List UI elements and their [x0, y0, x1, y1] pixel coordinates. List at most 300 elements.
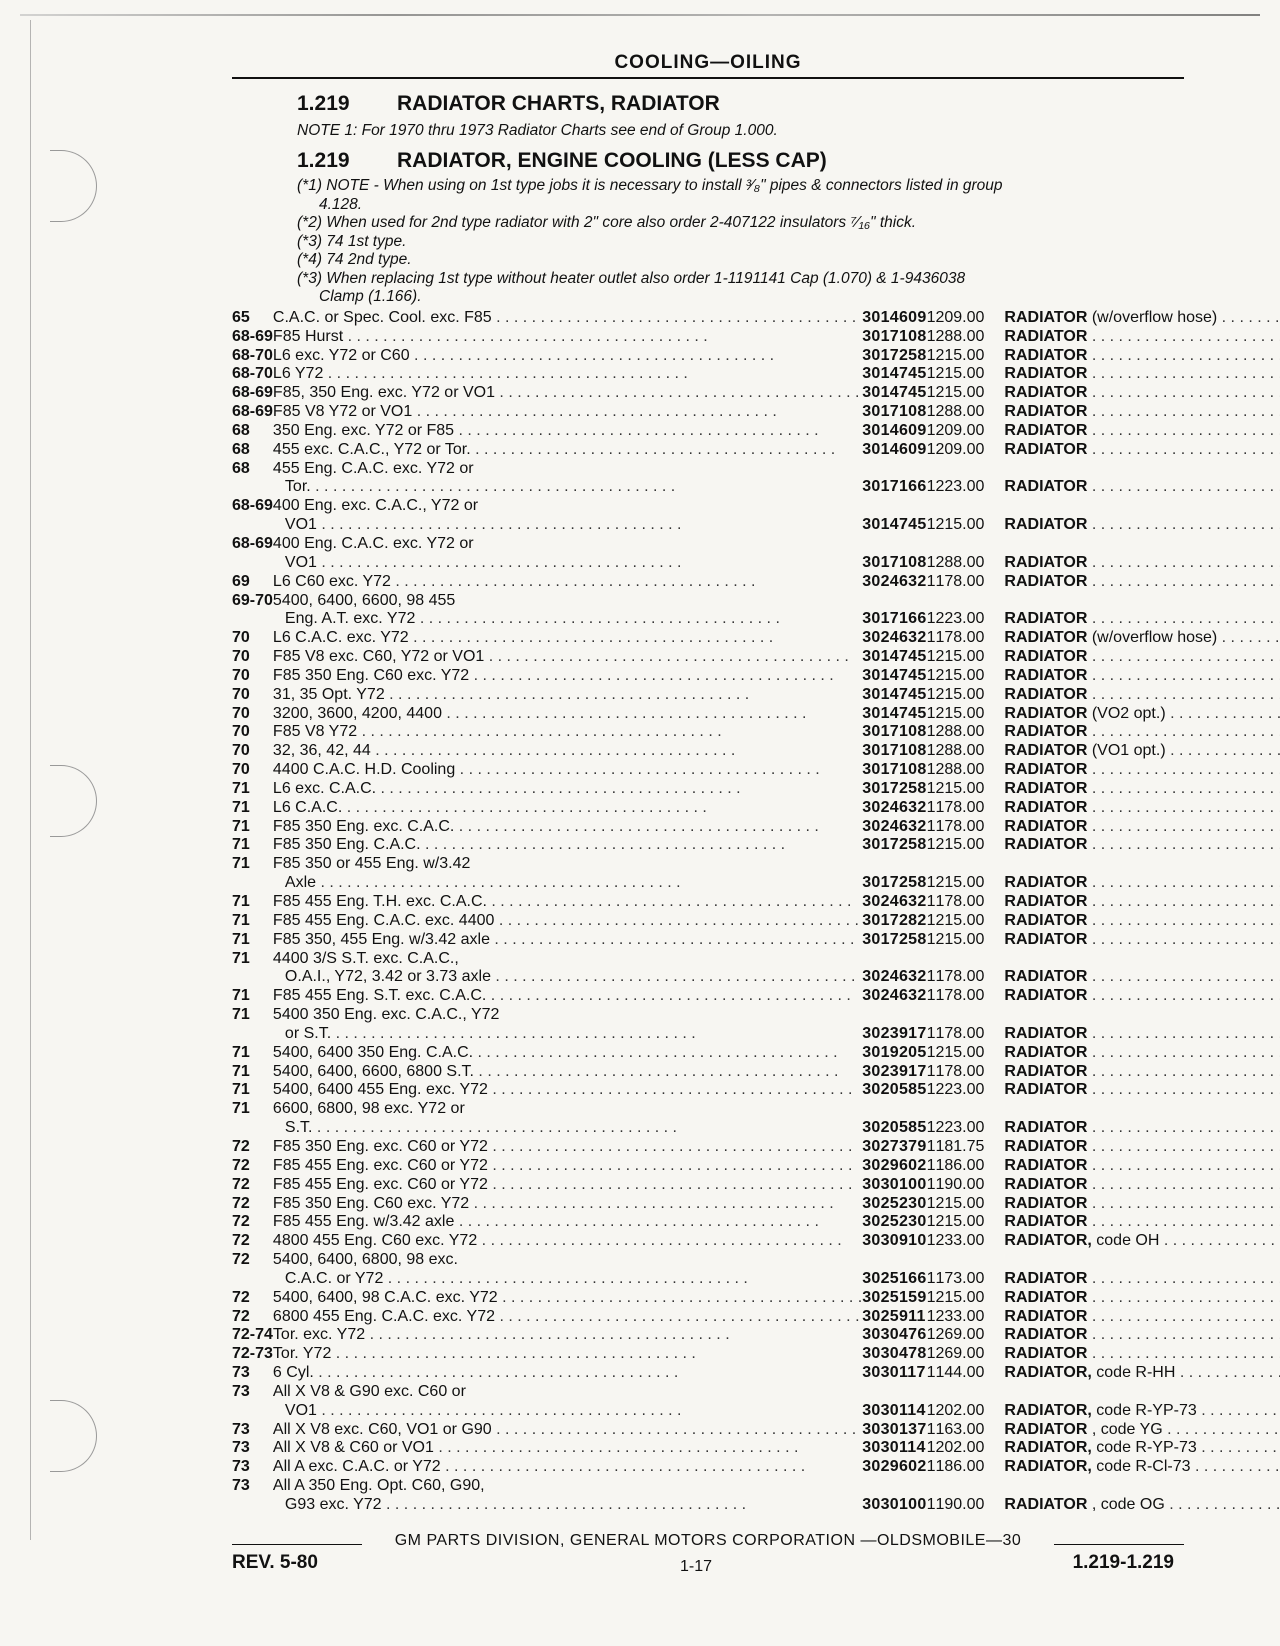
part-number: 3024632 — [862, 798, 927, 816]
application — [273, 553, 862, 572]
price — [935, 534, 1004, 553]
leader-dots — [488, 1176, 853, 1193]
description-suffix: code R-HH — [1091, 1364, 1176, 1382]
application-text: 400 Eng. C.A.C. exc. Y72 or — [272, 534, 474, 552]
leader-dots — [1087, 347, 1280, 364]
quantity: 1 — [926, 666, 936, 684]
model-year: 73 — [232, 1364, 250, 1382]
part-number: 3014745 — [862, 685, 927, 703]
description — [1004, 1420, 1280, 1439]
application-text: Axle — [284, 874, 317, 892]
description — [1004, 628, 1280, 647]
price: 178.00 — [935, 893, 985, 910]
application-text: F85 V8 Y72 — [272, 723, 358, 741]
application-text: F85 350, 455 Eng. w/3.42 axle — [272, 930, 490, 948]
leader-dots — [1087, 516, 1280, 533]
table-row — [232, 459, 1280, 478]
part-number — [862, 1476, 926, 1495]
title-radiator-engine-cooling — [297, 149, 827, 173]
model-year: 73 — [232, 1458, 250, 1476]
application — [273, 365, 862, 384]
description — [1004, 327, 1280, 346]
model-year: 72 — [232, 1137, 250, 1155]
price: 223.00 — [935, 1119, 985, 1137]
table-row — [232, 1231, 1280, 1250]
leader-dots — [391, 573, 756, 590]
description — [1004, 685, 1280, 704]
application-text: 5400, 6400, 6600, 98 455 — [272, 591, 456, 609]
description — [1004, 986, 1280, 1005]
price — [935, 1476, 1004, 1495]
price: 178.00 — [935, 629, 985, 647]
application-text: F85 350 Eng. exc. C.A.C. — [272, 817, 455, 835]
part-number: 3014745 — [862, 704, 927, 722]
description-name: RADIATOR — [1004, 723, 1088, 741]
quantity: 1 — [926, 648, 936, 666]
model-year: 70 — [232, 723, 250, 741]
description — [1004, 817, 1280, 836]
price: 178.00 — [935, 798, 985, 816]
application — [273, 854, 862, 873]
leader-dots — [331, 1025, 696, 1042]
description — [1004, 1382, 1280, 1401]
table-row — [232, 440, 1280, 459]
application — [273, 779, 862, 798]
part-number: 3014609 — [862, 421, 927, 439]
description-name: RADIATOR — [1004, 893, 1088, 910]
application — [273, 308, 862, 327]
application — [273, 496, 862, 515]
application-text: F85 455 Eng. C.A.C. exc. 4400 — [272, 911, 495, 929]
table-row — [232, 968, 1280, 987]
application-text: 5400, 6400 455 Eng. exc. Y72 — [272, 1081, 488, 1099]
part-number: 3024632 — [862, 893, 927, 910]
leader-dots — [1087, 478, 1280, 495]
quantity: 1 — [926, 1420, 936, 1438]
application — [273, 1288, 862, 1307]
leader-dots — [1087, 1195, 1280, 1212]
description — [1004, 1175, 1280, 1194]
quantity: 1 — [926, 1194, 936, 1212]
quantity: 1 — [926, 685, 936, 703]
leader-dots — [1087, 441, 1280, 458]
table-row — [232, 365, 1280, 384]
table-row — [232, 421, 1280, 440]
application — [273, 911, 862, 930]
description — [1004, 459, 1280, 478]
description-name: RADIATOR — [1004, 742, 1088, 760]
quantity — [927, 591, 936, 610]
price: 288.00 — [935, 403, 985, 421]
description-name: RADIATOR — [1004, 1307, 1088, 1325]
section-heading: COOLING—OILING — [614, 52, 802, 73]
quantity: 1 — [926, 610, 936, 628]
leader-dots — [1087, 818, 1280, 835]
description-name: RADIATOR, — [1004, 1364, 1092, 1382]
leader-dots — [1087, 1270, 1280, 1287]
quantity — [927, 1476, 936, 1495]
application-text: VO1 — [284, 516, 317, 534]
description-name: RADIATOR — [1004, 1213, 1088, 1231]
leader-dots — [1087, 1157, 1280, 1174]
table-row — [232, 327, 1280, 346]
table-row — [232, 779, 1280, 798]
leader-dots — [495, 1308, 860, 1325]
quantity: 1 — [926, 1439, 936, 1457]
leader-dots — [484, 648, 849, 665]
application-text: 455 Eng. C.A.C. exc. Y72 or — [272, 459, 474, 477]
leader-dots — [473, 1044, 838, 1061]
part-number: 3030476 — [862, 1326, 927, 1344]
description-name: RADIATOR — [1004, 572, 1088, 590]
price: 215.00 — [935, 516, 985, 534]
application-text: 4400 C.A.C. H.D. Cooling — [272, 761, 456, 779]
description — [1004, 308, 1280, 327]
model-year: 70 — [232, 666, 250, 684]
model-year — [232, 873, 273, 892]
description-suffix: code R-YP-73 — [1091, 1439, 1197, 1457]
table-row — [232, 591, 1280, 610]
price: 178.00 — [935, 1062, 985, 1080]
table-row — [232, 1288, 1280, 1307]
leader-dots — [492, 1421, 857, 1438]
model-year: 71 — [232, 893, 250, 910]
leader-dots — [488, 1157, 853, 1174]
part-number — [862, 1099, 926, 1118]
description-suffix: (w/overflow hose) — [1087, 308, 1218, 326]
application-text: F85 Hurst — [272, 327, 344, 345]
price — [935, 854, 1004, 873]
description-name: RADIATOR, — [1004, 1401, 1092, 1419]
application — [273, 478, 862, 497]
description — [1004, 572, 1280, 591]
part-number: 3030478 — [862, 1345, 927, 1363]
price: 215.00 — [935, 648, 985, 666]
price: 288.00 — [935, 742, 985, 760]
description — [1004, 440, 1280, 459]
price: 202.00 — [935, 1401, 985, 1419]
description-name: RADIATOR, — [1004, 1232, 1092, 1250]
application — [273, 327, 862, 346]
quantity: 1 — [926, 1232, 936, 1250]
part-number: 3019205 — [862, 1043, 927, 1061]
application-text: 4400 3/S S.T. exc. C.A.C., — [272, 949, 459, 967]
leader-dots — [491, 968, 856, 985]
table-row — [232, 553, 1280, 572]
table-row — [232, 1156, 1280, 1175]
leader-dots — [312, 1119, 677, 1136]
quantity: 1 — [926, 1043, 936, 1061]
description-name: RADIATOR — [1004, 817, 1088, 835]
footnote: (*2) When used for 2nd type radiator with 2" core also order 2-407122 insulators ⁷⁄₁₆" thick. — [297, 214, 917, 231]
description — [1004, 1194, 1280, 1213]
price: 288.00 — [935, 761, 985, 779]
model-year: 72 — [232, 1232, 250, 1250]
table-row — [232, 610, 1280, 629]
description — [1004, 911, 1280, 930]
description-name: RADIATOR — [1004, 610, 1088, 628]
part-number: 3030114 — [862, 1439, 926, 1457]
price: 209.00 — [935, 440, 985, 458]
application-text: All X V8 exc. C60, VO1 or G90 — [272, 1420, 492, 1438]
application — [273, 459, 862, 478]
part-number: 3030117 — [862, 1364, 926, 1382]
application-text: F85 350 or 455 Eng. w/3.42 — [272, 855, 471, 873]
description-suffix: , code OG — [1087, 1496, 1165, 1513]
footer-rule — [232, 1544, 362, 1545]
leader-dots — [1087, 365, 1280, 382]
application-text: 5400, 6400, 6600, 6800 S.T. — [272, 1062, 474, 1080]
part-number — [862, 854, 926, 873]
table-row — [232, 1420, 1280, 1439]
quantity: 1 — [926, 1213, 936, 1231]
price: 215.00 — [935, 1043, 985, 1061]
price — [935, 496, 1004, 515]
description — [1004, 515, 1280, 534]
description — [1004, 610, 1280, 629]
table-row — [232, 1175, 1280, 1194]
price: 288.00 — [935, 723, 985, 741]
price: 215.00 — [935, 779, 985, 797]
table-row — [232, 892, 1280, 911]
table-row — [232, 383, 1280, 402]
part-number: 3014745 — [862, 516, 927, 534]
quantity: 1 — [926, 1269, 936, 1287]
application-text: C.A.C. or Spec. Cool. exc. F85 — [272, 308, 492, 326]
table-row — [232, 1382, 1280, 1401]
table-row — [232, 1081, 1280, 1100]
description-name: RADIATOR — [1004, 1024, 1088, 1042]
quantity: 1 — [926, 421, 936, 439]
model-year: 70 — [232, 704, 250, 722]
model-year — [232, 478, 273, 497]
description-name: RADIATOR — [1004, 1269, 1088, 1287]
description — [1004, 1062, 1280, 1081]
table-row — [232, 402, 1280, 421]
model-year: 71 — [232, 1100, 250, 1118]
application — [273, 798, 862, 817]
quantity: 1 — [926, 1496, 936, 1513]
model-year — [232, 1401, 273, 1420]
leader-dots — [1087, 1063, 1280, 1080]
leader-dots — [1166, 742, 1280, 759]
leader-dots — [1087, 1176, 1280, 1193]
page-number: 1-17 — [680, 1558, 713, 1575]
quantity — [927, 854, 936, 873]
leader-dots — [1087, 1345, 1280, 1362]
price: 190.00 — [935, 1496, 985, 1513]
application-text: 5400, 6400, 98 C.A.C. exc. Y72 — [272, 1288, 498, 1306]
title-text: RADIATOR CHARTS, RADIATOR — [397, 92, 720, 115]
table-row — [232, 346, 1280, 365]
leader-dots — [1166, 705, 1280, 722]
application-text: C.A.C. or Y72 — [284, 1269, 384, 1287]
application — [273, 1250, 862, 1269]
application-text: All A exc. C.A.C. or Y72 — [272, 1458, 441, 1476]
application-text: F85 V8 Y72 or VO1 — [272, 403, 413, 421]
application — [273, 1175, 862, 1194]
part-number: 3017166 — [862, 478, 927, 496]
model-year: 65 — [232, 308, 250, 326]
application — [273, 1231, 862, 1250]
leader-dots — [1087, 874, 1280, 891]
table-row — [232, 1137, 1280, 1156]
price: 233.00 — [935, 1232, 985, 1250]
description-name: RADIATOR — [1004, 930, 1088, 948]
quantity: 1 — [926, 308, 936, 326]
price: 223.00 — [935, 478, 985, 496]
leader-dots — [331, 1345, 696, 1362]
application — [273, 873, 862, 892]
price: 186.00 — [935, 1156, 985, 1174]
footer-rule — [1054, 1544, 1184, 1545]
quantity: 1 — [926, 987, 936, 1005]
part-number: 3017258 — [862, 874, 927, 892]
application-text: 350 Eng. exc. Y72 or F85 — [272, 421, 455, 439]
application — [273, 1062, 862, 1081]
leader-dots — [311, 478, 676, 495]
model-year: 68-69 — [232, 384, 273, 402]
part-number — [862, 496, 926, 515]
model-year: 71 — [232, 779, 250, 797]
price: 269.00 — [935, 1326, 985, 1344]
part-number: 3014745 — [862, 666, 927, 684]
price: 209.00 — [935, 308, 985, 326]
quantity — [927, 1005, 936, 1024]
description — [1004, 1269, 1280, 1288]
leader-dots — [1217, 629, 1280, 646]
part-number: 3020585 — [862, 1119, 927, 1137]
application — [273, 628, 862, 647]
price: 215.00 — [935, 836, 985, 854]
description-name: RADIATOR — [1004, 308, 1088, 326]
leader-dots — [454, 1213, 819, 1230]
footer-division: GM PARTS DIVISION, GENERAL MOTORS CORPORATION —OLDSMOBILE—30 — [394, 1532, 1022, 1549]
quantity: 1 — [926, 403, 936, 421]
description-name: RADIATOR — [1004, 798, 1088, 816]
scan-edge — [20, 14, 1260, 16]
description-suffix: , code YG — [1087, 1420, 1163, 1438]
description — [1004, 798, 1280, 817]
table-row — [232, 1024, 1280, 1043]
price: 178.00 — [935, 968, 985, 986]
application-text: All A 350 Eng. Opt. C60, G90, — [272, 1477, 485, 1495]
description-name: RADIATOR — [1004, 836, 1088, 854]
price: 233.00 — [935, 1307, 985, 1325]
description — [1004, 1439, 1280, 1458]
table-row — [232, 704, 1280, 723]
leader-dots — [492, 309, 857, 326]
model-year: 72 — [232, 1194, 250, 1212]
model-year: 68-69 — [232, 327, 273, 345]
application-text: F85 V8 exc. C60, Y72 or VO1 — [272, 648, 485, 666]
price: 288.00 — [935, 327, 985, 345]
part-number: 3030100 — [862, 1496, 927, 1513]
application-text: L6 C.A.C. exc. Y72 — [272, 629, 409, 647]
price: 215.00 — [935, 911, 985, 929]
part-number: 3017258 — [862, 930, 927, 948]
part-number: 3014609 — [862, 308, 927, 326]
table-row — [232, 854, 1280, 873]
part-number: 3014745 — [862, 648, 927, 666]
price: 215.00 — [935, 930, 985, 948]
leader-dots — [343, 328, 708, 345]
description — [1004, 1495, 1280, 1514]
application — [273, 1326, 862, 1345]
part-number: 3017258 — [862, 779, 927, 797]
part-number: 3025230 — [862, 1194, 927, 1212]
part-number: 3017166 — [862, 610, 927, 628]
application — [273, 949, 862, 968]
application — [273, 1363, 862, 1382]
leader-dots — [1197, 1402, 1280, 1419]
model-year — [232, 1118, 273, 1137]
model-year — [232, 1495, 273, 1514]
model-year: 72 — [232, 1213, 250, 1231]
application-text: All X V8 & C60 or VO1 — [272, 1439, 434, 1457]
description — [1004, 591, 1280, 610]
description — [1004, 1401, 1280, 1420]
punch-hole — [50, 150, 97, 222]
price — [935, 1005, 1004, 1024]
description — [1004, 1344, 1280, 1363]
application — [273, 1495, 862, 1514]
footnote: (*3) When replacing 1st type without heater outlet also order 1-1191141 Cap (1.070) & 1-9436038 — [297, 269, 966, 287]
model-year: 73 — [232, 1477, 250, 1495]
application-text: Eng. A.T. exc. Y72 — [284, 610, 416, 628]
footer — [232, 1532, 1184, 1550]
model-year: 70 — [232, 742, 250, 760]
part-number: 3020585 — [862, 1081, 927, 1099]
quantity: 1 — [926, 1156, 936, 1174]
part-number — [862, 1382, 926, 1401]
description-name: RADIATOR — [1004, 704, 1088, 722]
application — [273, 1269, 862, 1288]
description — [1004, 346, 1280, 365]
model-year: 68-69 — [232, 497, 273, 515]
description-name: RADIATOR — [1004, 346, 1088, 364]
section-reference: 1.219-1.219 — [1072, 1552, 1174, 1573]
application — [273, 1382, 862, 1401]
application — [273, 421, 862, 440]
leader-dots — [314, 1364, 679, 1381]
application-text: 6 Cyl. — [272, 1364, 314, 1382]
leader-dots — [490, 931, 855, 948]
quantity: 1 — [926, 346, 936, 364]
table-row — [232, 836, 1280, 855]
part-number: 3024632 — [862, 968, 927, 986]
leader-dots — [1163, 1421, 1280, 1438]
description-name: RADIATOR — [1004, 516, 1088, 534]
leader-dots — [1087, 780, 1280, 797]
table-row — [232, 1005, 1280, 1024]
leader-dots — [1197, 1439, 1280, 1456]
description-name: RADIATOR — [1004, 440, 1088, 458]
description-suffix: (VO1 opt.) — [1087, 742, 1166, 760]
description-name: RADIATOR, — [1004, 1458, 1092, 1476]
part-number: 3029602 — [862, 1156, 927, 1174]
part-number: 3017258 — [862, 836, 927, 854]
model-year — [232, 968, 273, 987]
description-name: RADIATOR — [1004, 478, 1088, 496]
description — [1004, 1156, 1280, 1175]
application-text: 455 exc. C.A.C., Y72 or Tor. — [272, 440, 471, 458]
model-year: 69 — [232, 572, 250, 590]
description — [1004, 383, 1280, 402]
description — [1004, 1081, 1280, 1100]
leader-dots — [1087, 1081, 1280, 1098]
model-year: 71 — [232, 817, 250, 835]
